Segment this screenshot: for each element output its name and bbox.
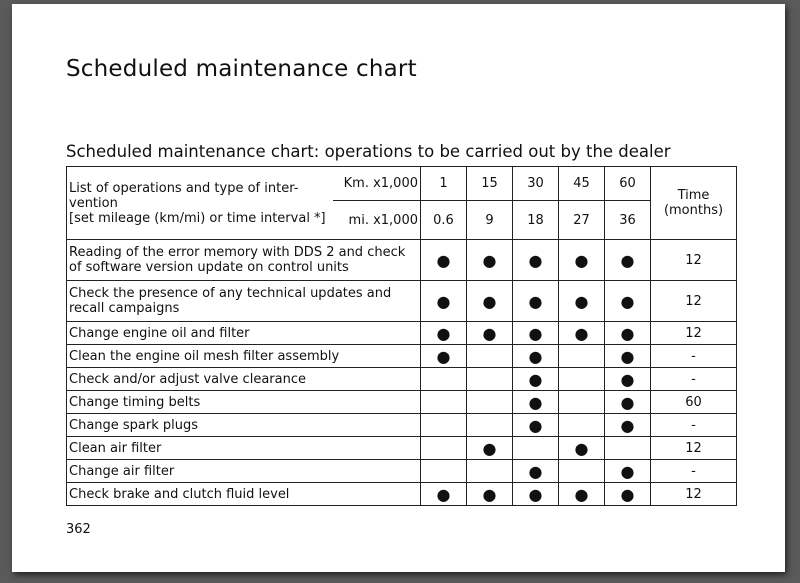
interval-mark-cell: ●: [421, 240, 467, 281]
table-row: [67, 368, 737, 391]
interval-mark-cell: ●: [559, 281, 605, 322]
interval-mark-cell: ●: [559, 240, 605, 281]
interval-mark-cell: ●: [421, 322, 467, 345]
header-km-value: 45: [559, 167, 605, 201]
interval-mark-cell: ●: [605, 391, 651, 414]
page-number: 362: [66, 522, 91, 537]
time-interval-cell: 12: [651, 281, 737, 322]
interval-mark-cell: [605, 437, 651, 460]
interval-mark-cell: ●: [513, 368, 559, 391]
interval-mark-cell: ●: [605, 345, 651, 368]
header-mi-value: 0.6: [421, 201, 467, 240]
header-time: Time (months): [651, 167, 737, 240]
interval-mark-cell: [421, 460, 467, 483]
time-interval-cell: -: [651, 460, 737, 483]
interval-mark-cell: ●: [559, 322, 605, 345]
header-mi-label: mi. x1,000: [333, 201, 421, 240]
operation-cell: Clean air filter: [67, 437, 421, 460]
table-row: [67, 483, 737, 506]
interval-mark-cell: [559, 391, 605, 414]
header-km-value: 1: [421, 167, 467, 201]
interval-mark-cell: [421, 368, 467, 391]
interval-mark-cell: ●: [605, 414, 651, 437]
time-interval-cell: 12: [651, 240, 737, 281]
header-mi-value: 9: [467, 201, 513, 240]
table-row: [67, 322, 737, 345]
header-mi-value: 27: [559, 201, 605, 240]
interval-mark-cell: ●: [605, 368, 651, 391]
interval-mark-cell: ●: [605, 322, 651, 345]
header-km-value: 15: [467, 167, 513, 201]
interval-mark-cell: [421, 437, 467, 460]
header-mi-value: 36: [605, 201, 651, 240]
operation-cell: Check the presence of any technical updates and recall campaigns: [67, 281, 421, 322]
interval-mark-cell: ●: [559, 437, 605, 460]
interval-mark-cell: ●: [605, 240, 651, 281]
time-interval-cell: -: [651, 345, 737, 368]
interval-mark-cell: ●: [467, 437, 513, 460]
table-row: [67, 460, 737, 483]
page-title: Scheduled maintenance chart: [66, 56, 417, 82]
interval-mark-cell: ●: [605, 281, 651, 322]
interval-mark-cell: [559, 414, 605, 437]
interval-mark-cell: [421, 414, 467, 437]
table-row: [67, 437, 737, 460]
interval-mark-cell: ●: [467, 240, 513, 281]
header-km-value: 60: [605, 167, 651, 201]
interval-mark-cell: ●: [513, 345, 559, 368]
interval-mark-cell: ●: [421, 483, 467, 506]
interval-mark-cell: ●: [513, 460, 559, 483]
header-operations: [67, 167, 333, 240]
interval-mark-cell: ●: [513, 414, 559, 437]
table-caption: Scheduled maintenance chart: operations to be carried out by the dealer: [66, 142, 671, 161]
operation-cell: Check brake and clutch fluid level: [67, 483, 421, 506]
interval-mark-cell: ●: [467, 322, 513, 345]
interval-mark-cell: [559, 368, 605, 391]
time-interval-cell: 12: [651, 483, 737, 506]
document-page: [12, 4, 785, 572]
interval-mark-cell: ●: [513, 281, 559, 322]
operation-cell: Change timing belts: [67, 391, 421, 414]
interval-mark-cell: [559, 460, 605, 483]
time-interval-cell: 60: [651, 391, 737, 414]
header-list-label: List of operations and type of inter-vention: [69, 180, 299, 211]
interval-mark-cell: ●: [513, 322, 559, 345]
interval-mark-cell: ●: [421, 345, 467, 368]
operation-cell: Change spark plugs: [67, 414, 421, 437]
interval-mark-cell: [467, 460, 513, 483]
operation-cell: Check and/or adjust valve clearance: [67, 368, 421, 391]
interval-mark-cell: ●: [605, 460, 651, 483]
header-km-label: Km. x1,000: [333, 167, 421, 201]
interval-mark-cell: ●: [513, 240, 559, 281]
interval-mark-cell: ●: [513, 483, 559, 506]
time-interval-cell: -: [651, 368, 737, 391]
table-row: [67, 281, 737, 322]
operation-cell: Change air filter: [67, 460, 421, 483]
time-interval-cell: 12: [651, 437, 737, 460]
time-interval-cell: 12: [651, 322, 737, 345]
operation-cell: Change engine oil and filter: [67, 322, 421, 345]
header-km-value: 30: [513, 167, 559, 201]
interval-mark-cell: [467, 368, 513, 391]
interval-mark-cell: ●: [467, 483, 513, 506]
interval-mark-cell: [559, 345, 605, 368]
interval-mark-cell: [467, 345, 513, 368]
table-row: [67, 345, 737, 368]
interval-mark-cell: [513, 437, 559, 460]
header-mi-value: 18: [513, 201, 559, 240]
operation-cell: Clean the engine oil mesh filter assembly: [67, 345, 421, 368]
interval-mark-cell: ●: [467, 281, 513, 322]
maintenance-table: [66, 166, 737, 506]
interval-mark-cell: [467, 414, 513, 437]
interval-mark-cell: ●: [605, 483, 651, 506]
operation-cell: Reading of the error memory with DDS 2 and check of software version update on control units: [67, 240, 421, 281]
table-row: [67, 240, 737, 281]
header-row-km: [67, 167, 737, 201]
time-interval-cell: -: [651, 414, 737, 437]
header-interval-label: [set mileage (km/mi) or time interval *]: [69, 210, 326, 226]
table-row: [67, 391, 737, 414]
interval-mark-cell: [467, 391, 513, 414]
interval-mark-cell: ●: [513, 391, 559, 414]
interval-mark-cell: ●: [559, 483, 605, 506]
interval-mark-cell: [421, 391, 467, 414]
table-row: [67, 414, 737, 437]
interval-mark-cell: ●: [421, 281, 467, 322]
